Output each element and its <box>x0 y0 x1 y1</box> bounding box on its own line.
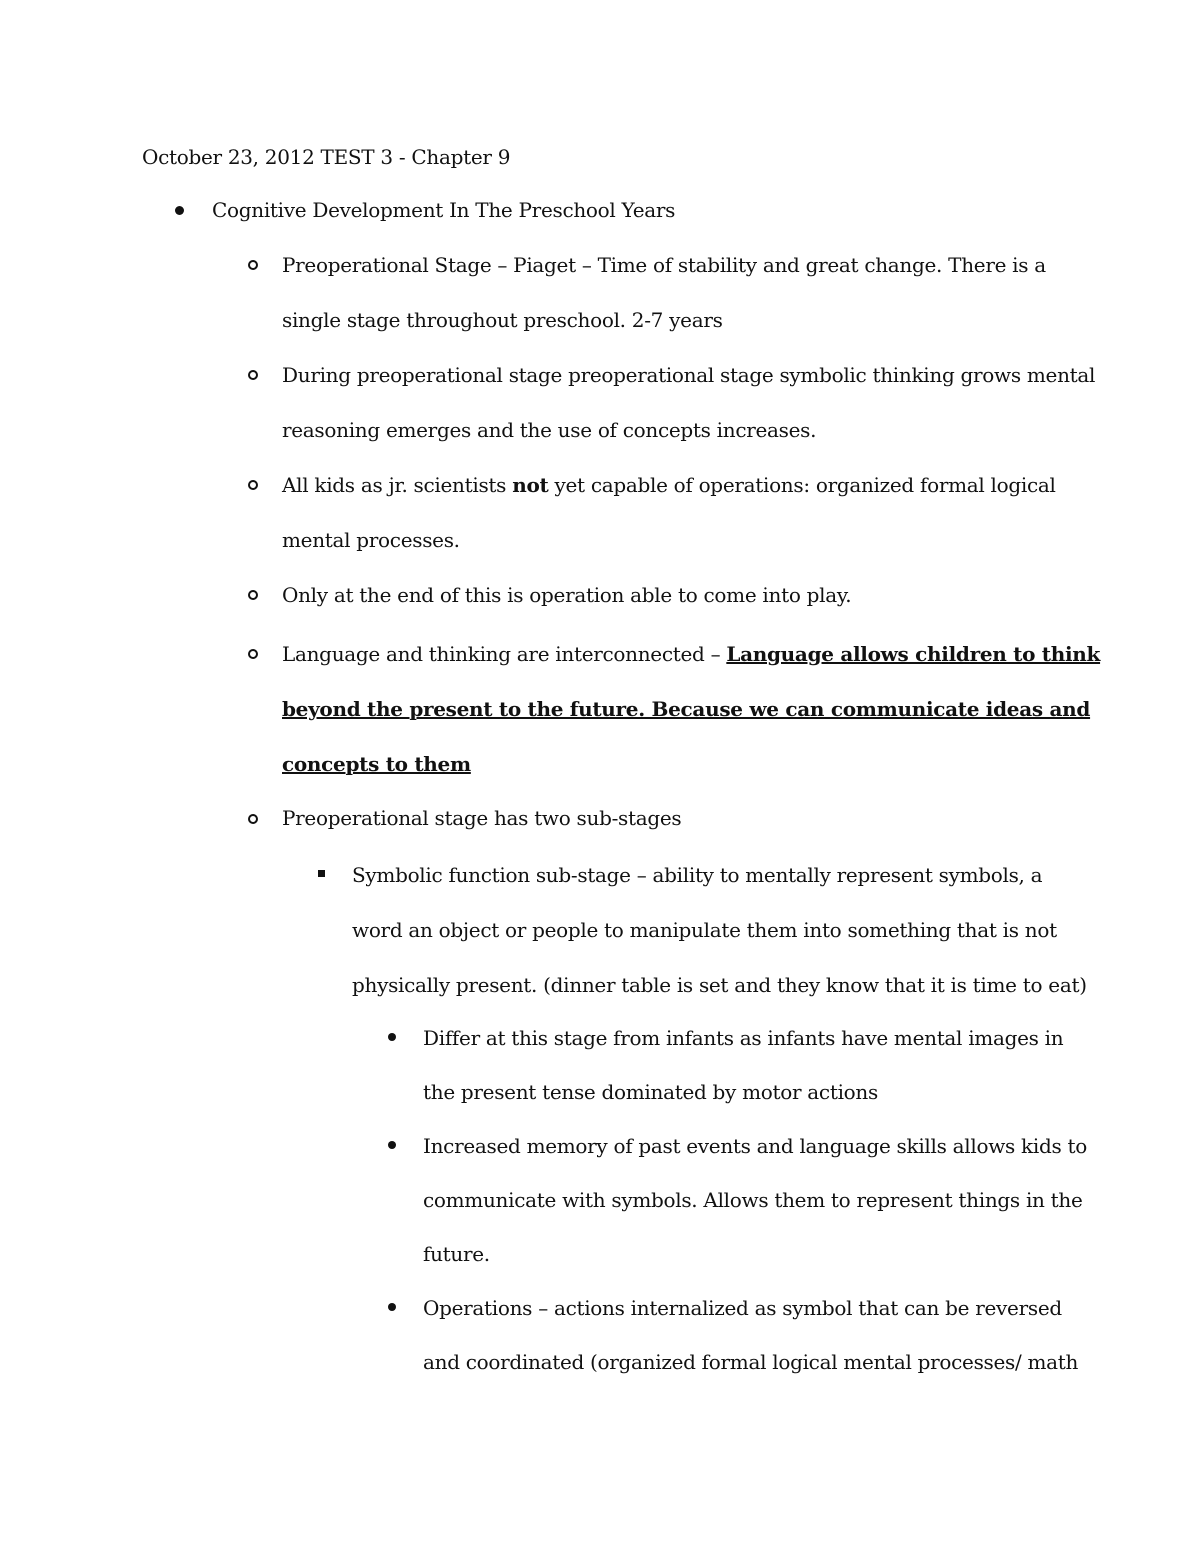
l4-item-3-line-2: and coordinated (organized formal logical mental processes/ math <box>423 1350 1079 1374</box>
l2-item-3-pre: All kids as jr. scientists <box>282 473 513 497</box>
circle-bullet-icon <box>248 260 258 270</box>
l4-item-2-line-3: future. <box>423 1242 490 1266</box>
circle-bullet-icon <box>248 649 258 659</box>
l2-item-5-pre: Language and thinking are interconnected – <box>282 642 727 666</box>
disc-bullet-icon <box>388 1033 396 1041</box>
l3-item-line-1: Symbolic function sub-stage – ability to mentally represent symbols, a <box>352 863 1043 887</box>
square-bullet-icon <box>318 870 325 877</box>
circle-bullet-icon <box>248 480 258 490</box>
l2-item-1-line-2: single stage throughout preschool. 2-7 years <box>282 308 723 332</box>
l2-item-5-emphasis-2: beyond the present to the future. Because we can communicate ideas and <box>282 697 1091 721</box>
l4-item-1-line-2: the present tense dominated by motor actions <box>423 1080 878 1104</box>
l2-item-3-line-1 <box>282 472 1056 498</box>
l3-item-line-3: physically present. (dinner table is set and they know that it is time to eat) <box>352 973 1087 997</box>
circle-bullet-icon <box>248 814 258 824</box>
l2-item-2-line-2: reasoning emerges and the use of concepts increases. <box>282 418 817 442</box>
l2-item-5-emphasis-1: Language allows children to think <box>726 642 1101 666</box>
l2-item-2-line-1: During preoperational stage preoperational stage symbolic thinking grows mental <box>282 363 1096 387</box>
l1-item-text: Cognitive Development In The Preschool Years <box>212 198 676 222</box>
circle-bullet-icon <box>248 370 258 380</box>
l2-item-5-line-2 <box>282 696 1090 722</box>
l4-item-2-line-2: communicate with symbols. Allows them to represent things in the <box>423 1188 1083 1212</box>
disc-bullet-icon <box>388 1141 396 1149</box>
l2-item-4-line-1: Only at the end of this is operation able to come into play. <box>282 583 852 607</box>
l2-item-3-line-2: mental processes. <box>282 528 460 552</box>
l3-item-line-2: word an object or people to manipulate them into something that is not <box>352 918 1057 942</box>
l4-item-3-line-1: Operations – actions internalized as symbol that can be reversed <box>423 1296 1062 1320</box>
l4-item-1-line-1: Differ at this stage from infants as infants have mental images in <box>423 1026 1064 1050</box>
l4-item-2-line-1: Increased memory of past events and language skills allows kids to <box>423 1134 1087 1158</box>
l2-item-3-post: yet capable of operations: organized formal logical <box>548 473 1056 497</box>
document-heading: October 23, 2012 TEST 3 - Chapter 9 <box>142 145 511 169</box>
l2-item-6-line-1: Preoperational stage has two sub-stages <box>282 806 682 830</box>
l2-item-5-emphasis-3: concepts to them <box>282 752 471 776</box>
circle-bullet-icon <box>248 590 258 600</box>
l2-item-1-line-1: Preoperational Stage – Piaget – Time of stability and great change. There is a <box>282 253 1046 277</box>
disc-bullet-icon <box>175 206 184 215</box>
l2-item-3-bold: not <box>512 473 549 497</box>
l2-item-5-line-1 <box>282 641 1100 667</box>
l2-item-5-line-3 <box>282 751 471 777</box>
disc-bullet-icon <box>388 1303 396 1311</box>
